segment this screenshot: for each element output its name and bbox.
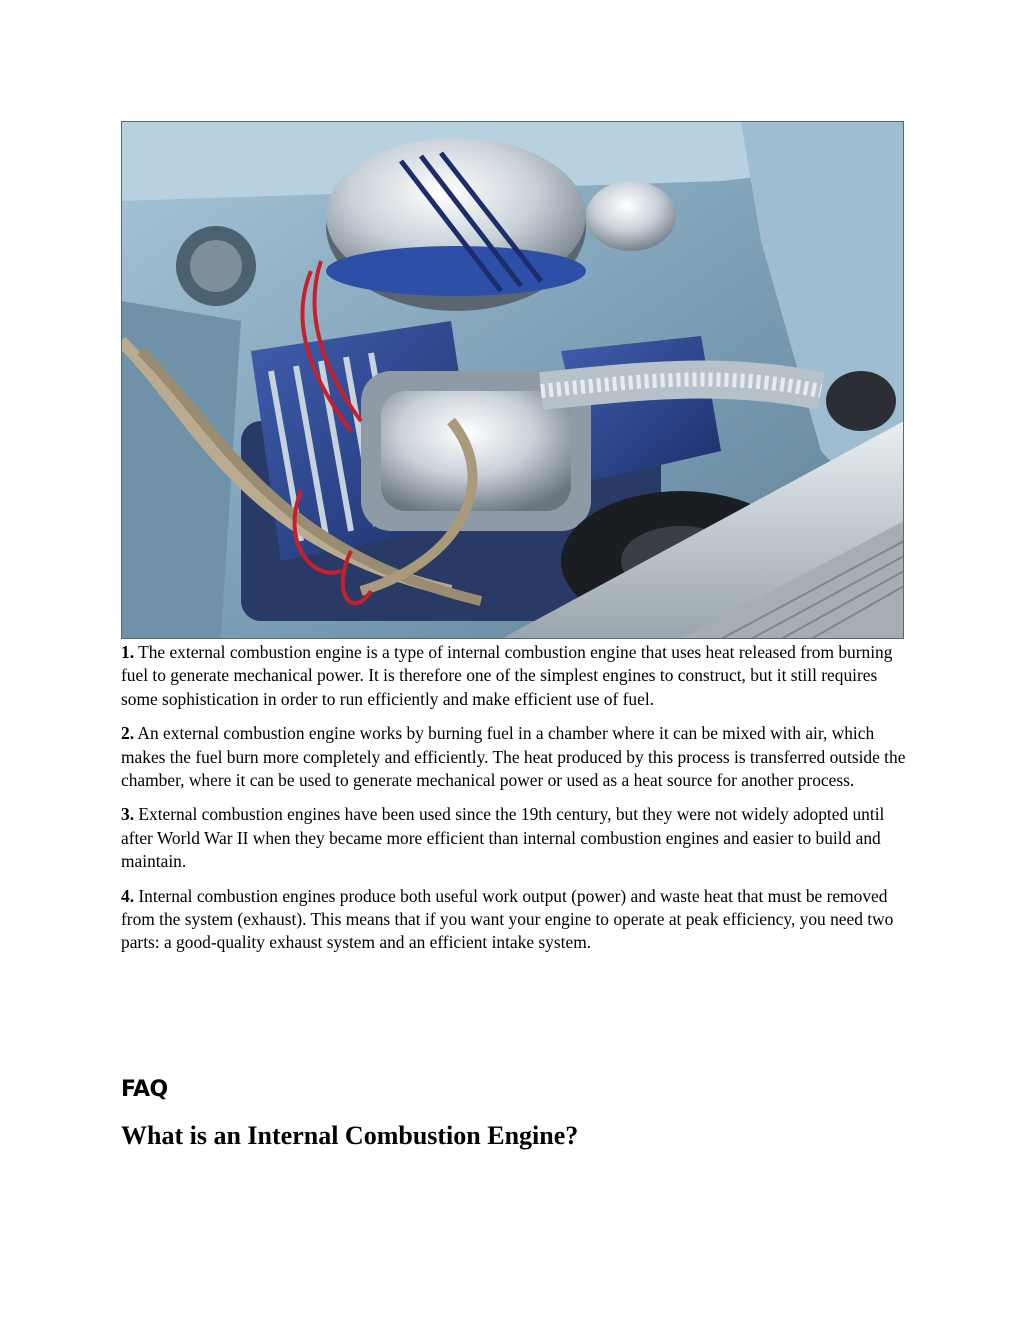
paragraph-1 — [121, 641, 911, 711]
paragraph-number: 1. — [121, 642, 135, 662]
paragraph-text: The external combustion engine is a type of internal combustion engine that uses heat released from burning fuel to generate mechanical power. It is therefore one of the simplest engines to construct, but it still requires some sophistication in order to run efficiently and make efficient use of fuel. — [121, 642, 893, 709]
paragraph-text: An external combustion engine works by burning fuel in a chamber where it can be mixed with air, which makes the fuel burn more completely and efficiently. The heat produced by this process is transferred outside the chamber, where it can be used to generate mechanical power or used as a heat source for another process. — [121, 723, 906, 791]
paragraph-text: External combustion engines have been used since the 19th century, but they were not widely adopted until after World War II when they became more efficient than internal combustion engines and easier to build and maintain. — [121, 804, 885, 872]
paragraph-number: 3. — [121, 804, 135, 825]
article-body — [121, 641, 911, 966]
paragraph-number: 4. — [121, 885, 135, 906]
paragraph-4 — [121, 885, 911, 955]
faq-question-heading: What is an Internal Combustion Engine? — [121, 1121, 579, 1150]
engine-bay-photo — [121, 121, 904, 639]
paragraph-text: Internal combustion engines produce both useful work output (power) and waste heat that must be removed from the system (exhaust). This means that if you want your engine to operate at peak efficiency, you need two parts: a good-quality exhaust system and an efficient intake system. — [121, 885, 894, 953]
paragraph-3 — [121, 803, 911, 873]
paragraph-number: 2. — [121, 723, 135, 744]
faq-heading: FAQ — [121, 1077, 168, 1102]
paragraph-2 — [121, 722, 911, 792]
